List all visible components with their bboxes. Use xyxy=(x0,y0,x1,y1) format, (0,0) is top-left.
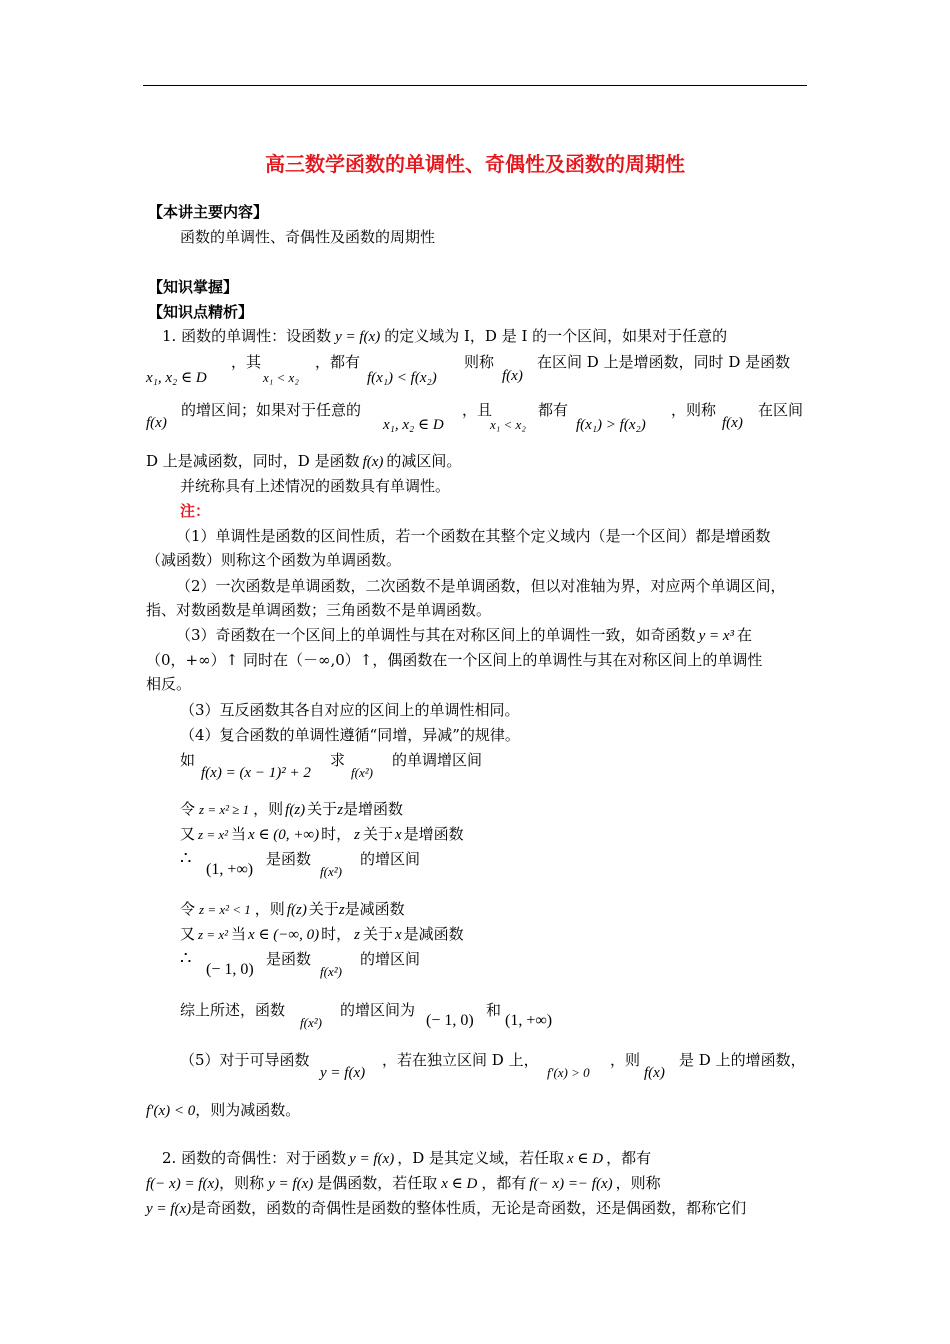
math-fx-3: f(x) xyxy=(722,415,743,431)
p5-text-a: （5）对于可导函数 xyxy=(180,1051,310,1069)
example-b1: 令 z = x² < 1 ，则 f(z) 关于z是减函数 xyxy=(180,900,405,918)
math-fx1-gt-fx2: f(x₁) > f(x₂) xyxy=(576,417,646,433)
example-b3-text: 是函数 xyxy=(266,950,312,968)
p1-text-qi: ，其 xyxy=(231,353,262,371)
example-conclusion-2: 的增区间为 xyxy=(340,1001,416,1019)
p2-line2: f(− x) = f(x)，则称 y = f(x) 是偶函数，若任取 x ∈ D ，都有 f(− x) =− f(x) ，则称 xyxy=(146,1174,661,1192)
math-fx2-a3: f(x²) xyxy=(320,864,342,879)
p1-text-qie: ，且 xyxy=(462,401,493,419)
p5-text-d: 是 D 上的增函数， xyxy=(679,1051,806,1069)
document-title: 高三数学函数的单调性、奇偶性及函数的周期性 xyxy=(265,152,685,176)
note-2b: 指、对数函数是单调函数；三角函数不是单调函数。 xyxy=(146,601,492,619)
p1-text-zecheng2: ，则称 xyxy=(671,401,717,419)
therefore-symbol-2: ∴ xyxy=(180,948,192,969)
p1-text-douyou: ，都有 xyxy=(315,353,361,371)
p2-line3: y = f(x)是奇函数，函数的奇偶性是函数的整体性质，无论是奇函数，还是偶函数，都称它们 xyxy=(146,1199,747,1217)
p5-text-b: ，若在独立区间 D 上， xyxy=(382,1051,539,1069)
p1-text-douyou2: 都有 xyxy=(538,401,569,419)
math-x12-in-D: x₁, x₂ ∈ D xyxy=(146,370,207,386)
math-fx2-c: f(x²) xyxy=(300,1015,322,1030)
interval-neg1-0: (− 1, 0) xyxy=(206,961,254,978)
example-conclusion: 综上所述，函数 xyxy=(180,1001,286,1019)
note-4: （3）互反函数其各自对应的区间上的单调性相同。 xyxy=(180,701,520,719)
subsection-heading: 【知识点精析】 xyxy=(148,303,254,321)
example-qiu: 求 xyxy=(330,751,346,769)
math-x1-lt-x2-2: x₁ < x₂ xyxy=(490,417,526,432)
math-x12-in-D-2: x₁, x₂ ∈ D xyxy=(383,417,444,433)
example-b3-text2: 的增区间 xyxy=(360,950,421,968)
example-a3-text2: 的增区间 xyxy=(360,850,421,868)
math-x1-lt-x2: x₁ < x₂ xyxy=(263,370,299,385)
example-b2: 又 z = x² 当 x ∈ (−∞, 0) 时， z 关于 x 是减函数 xyxy=(180,925,464,943)
p1-text-zaiqujian: 在区间 xyxy=(758,401,804,419)
p1-line4: D 上是减函数，同时，D 是函数 f(x) 的减区间。 xyxy=(146,452,462,470)
example-a2: 又 z = x² 当 x ∈ (0, +∞) 时， z 关于 x 是增函数 xyxy=(180,825,464,843)
note-2a: （2）一次函数是单调函数，二次函数不是单调函数，但以对准轴为界，对应两个单调区间， xyxy=(176,577,786,595)
math-fx: f(x) xyxy=(502,368,523,384)
interval-c2: (1, +∞) xyxy=(505,1012,553,1029)
section-heading-content: 【本讲主要内容】 xyxy=(148,203,269,221)
example-a1: 令 z = x² ≥ 1 ，则 f(z) 关于z是增函数 xyxy=(180,800,404,818)
interval-1-inf: (1, +∞) xyxy=(206,861,254,878)
math-fx2-b3: f(x²) xyxy=(320,964,342,979)
note-3a: （3）奇函数在一个区间上的单调性与其在对称区间上的单调性一致，如奇函数 y = x³ 在 xyxy=(176,626,753,644)
math-p5-yfx: y = f(x) xyxy=(320,1065,366,1081)
p1-line5: 并统称具有上述情况的函数具有单调性。 xyxy=(180,477,451,495)
p2-line1: 2. 函数的奇偶性：对于函数 y = f(x) ，D 是其定义域，若任取 x ∈ D ，都有 xyxy=(162,1149,652,1167)
example-goal: 的单调增区间 xyxy=(392,751,483,769)
section-content-text: 函数的单调性、奇偶性及函数的周期性 xyxy=(180,228,436,246)
math-p5-deriv-pos: f′(x) > 0 xyxy=(547,1065,590,1080)
p1-text-zecheng: 则称 xyxy=(464,353,495,371)
math-fx-def: f(x) = (x − 1)² + 2 xyxy=(201,765,311,781)
therefore-symbol: ∴ xyxy=(180,848,192,869)
note-3b: （0，+∞）↑ 同时在（－∞,0）↑，偶函数在一个区间上的单调性与其在对称区间上的单调性 xyxy=(146,651,763,669)
p1-line1: 1. 函数的单调性：设函数 y = f(x) 的定义域为 I，D 是 I 的一个区间，如果对于任意的 xyxy=(162,327,728,345)
p1-text-increasing: 在区间 D 上是增函数，同时 D 是函数 xyxy=(537,353,791,371)
note-label: 注： xyxy=(180,502,211,520)
math-p5-fx: f(x) xyxy=(644,1065,665,1081)
math-fx1-lt-fx2: f(x₁) < f(x₂) xyxy=(367,370,437,386)
p5-line2: f′(x) < 0，则为减函数。 xyxy=(146,1101,301,1119)
math-fx-2: f(x) xyxy=(146,415,167,431)
example-a3-text: 是函数 xyxy=(266,850,312,868)
p5-text-c: ，则 xyxy=(610,1051,641,1069)
note-3c: 相反。 xyxy=(146,675,192,693)
example-ru: 如 xyxy=(180,751,196,769)
math-fx2: f(x²) xyxy=(351,765,373,780)
note-5: （4）复合函数的单调性遵循“同增，异减”的规律。 xyxy=(180,726,520,744)
note-1a: （1）单调性是函数的区间性质，若一个函数在其整个定义域内（是一个区间）都是增函数 xyxy=(176,527,771,545)
section-heading-knowledge: 【知识掌握】 xyxy=(148,278,239,296)
p1-text-incint: 的增区间；如果对于任意的 xyxy=(181,401,362,419)
example-he: 和 xyxy=(486,1001,502,1019)
header-rule xyxy=(143,85,807,86)
interval-c1: (− 1, 0) xyxy=(426,1012,474,1029)
note-1b: （减函数）则称这个函数为单调函数。 xyxy=(146,551,402,569)
